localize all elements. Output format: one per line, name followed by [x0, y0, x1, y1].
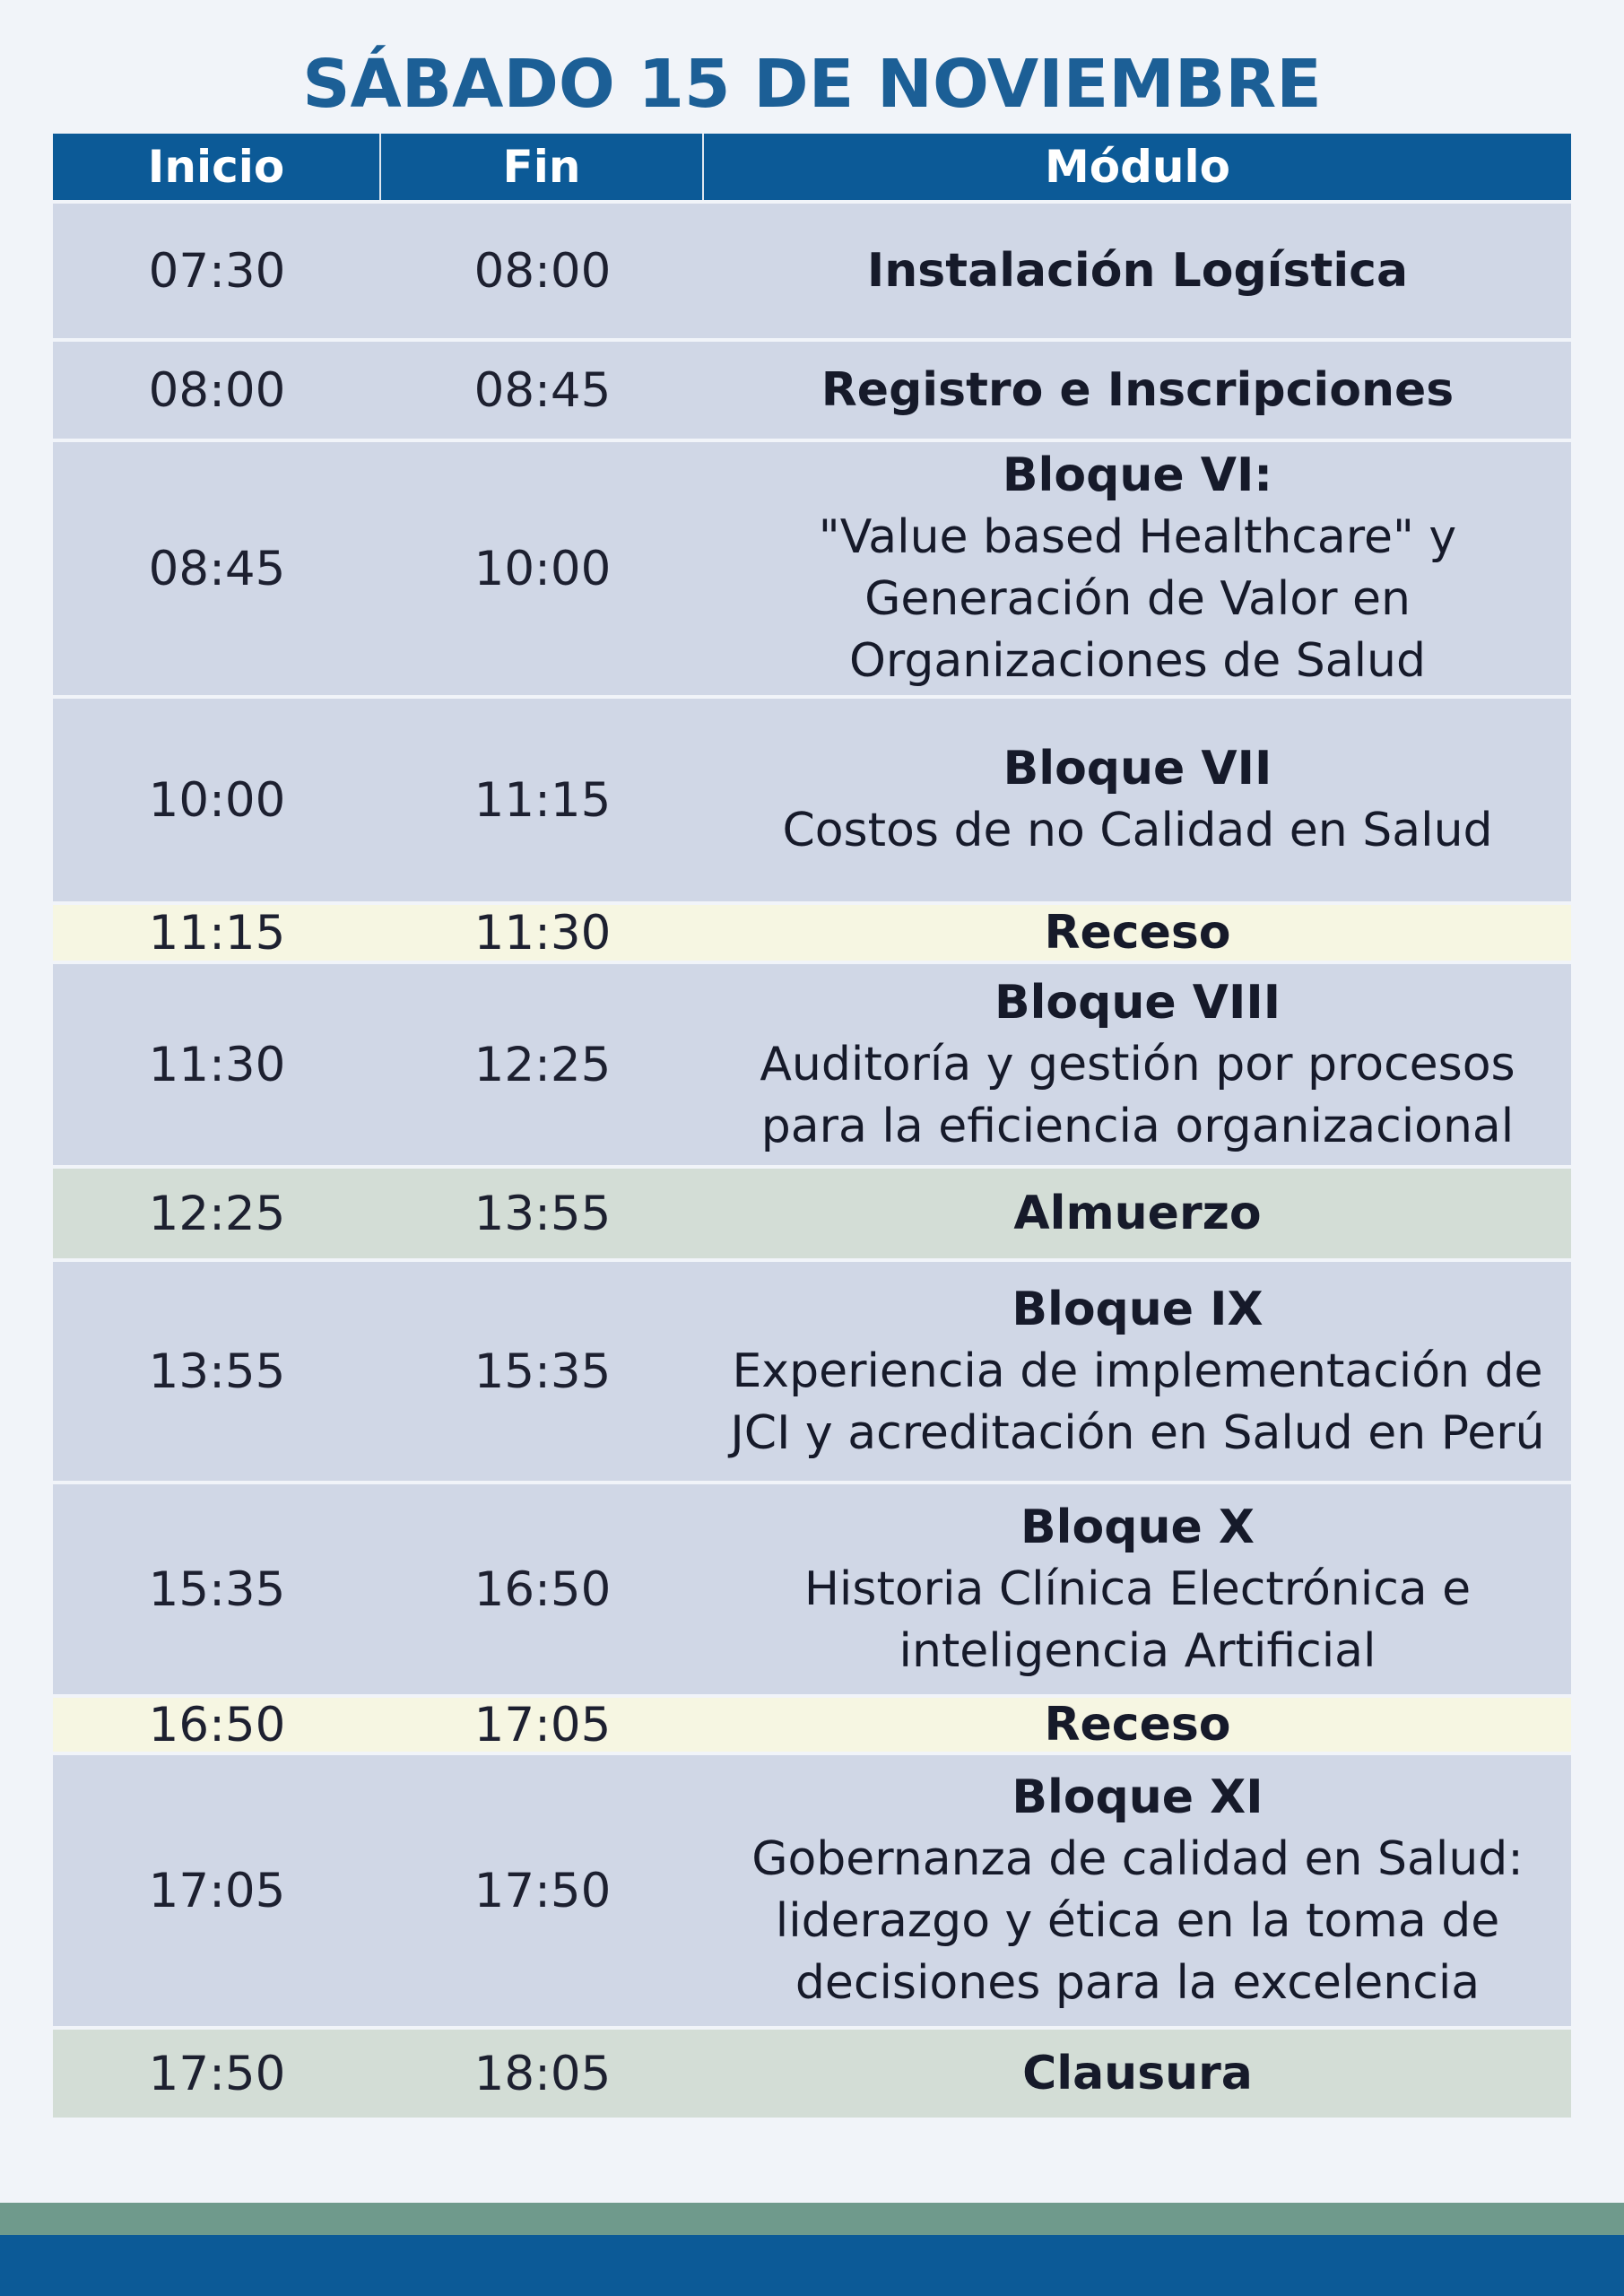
module-title: Bloque VIII: [994, 975, 1281, 1030]
module-cell: [704, 972, 1571, 1158]
module-cell: [704, 360, 1571, 422]
module-title: Almuerzo: [1013, 1186, 1262, 1240]
start-time: 08:45: [148, 541, 286, 596]
end-time: 17:05: [473, 1697, 612, 1752]
header-start: Inicio: [53, 134, 381, 200]
table-row: [53, 1755, 1571, 2026]
start-time: 13:55: [148, 1344, 286, 1399]
module-title: Bloque X: [1020, 1500, 1255, 1554]
module-cell: [704, 240, 1571, 302]
table-row: [53, 1169, 1571, 1258]
footer-stripe-blue: [0, 2235, 1624, 2296]
module-title: Bloque VII: [1003, 742, 1272, 796]
table-row: [53, 1484, 1571, 1694]
module-description: Experiencia de implementación de JCI y acreditación en Salud en Perú: [730, 1344, 1545, 1460]
module-title: Bloque IX: [1012, 1282, 1264, 1336]
start-time: 10:00: [148, 772, 286, 828]
module-title: Registro e Inscripciones: [821, 362, 1455, 417]
end-time: 12:25: [473, 1037, 612, 1092]
module-description: Historia Clínica Electrónica e inteligencia Artificial: [803, 1561, 1472, 1678]
end-time: 18:05: [473, 2046, 612, 2101]
module-title: Bloque XI: [1012, 1770, 1264, 1824]
module-cell: [704, 1694, 1571, 1756]
module-description: Auditoría y gestión por procesos para la eficiencia organizacional: [760, 1037, 1515, 1153]
table-row: [53, 964, 1571, 1165]
table-row: [53, 442, 1571, 695]
start-time: 07:30: [148, 243, 286, 299]
start-time: 16:50: [148, 1697, 286, 1752]
header-module: Módulo: [1045, 141, 1230, 193]
table-row: [53, 342, 1571, 439]
start-time: 17:05: [148, 1863, 286, 1918]
module-cell: [704, 445, 1571, 692]
end-time: 16:50: [473, 1561, 612, 1617]
table-row: [53, 905, 1571, 961]
start-time: 12:25: [148, 1186, 286, 1241]
module-cell: [704, 738, 1571, 862]
module-cell: [704, 902, 1571, 964]
module-description: Gobernanza de calidad en Salud: liderazgo y ética en la toma de decisiones para la excelencia: [751, 1832, 1524, 2010]
start-time: 11:15: [148, 905, 286, 961]
module-title: Clausura: [1022, 2046, 1253, 2100]
header-end: Fin: [381, 134, 704, 200]
module-cell: [704, 1183, 1571, 1245]
start-time: 17:50: [148, 2046, 286, 2101]
end-time: 10:00: [473, 541, 612, 596]
module-cell: [704, 1767, 1571, 2014]
page-title: SÁBADO 15 DE NOVIEMBRE: [302, 46, 1322, 123]
module-description: "Value based Healthcare" y Generación de Valor en Organizaciones de Salud: [818, 510, 1457, 688]
table-row: [53, 1698, 1571, 1752]
end-time: 11:30: [473, 905, 612, 961]
footer-stripe-green: [0, 2203, 1624, 2235]
end-time: 08:00: [473, 243, 612, 299]
start-time: 11:30: [148, 1037, 286, 1092]
module-cell: [704, 1279, 1571, 1465]
end-time: 15:35: [473, 1344, 612, 1399]
module-cell: [704, 2043, 1571, 2105]
table-header: [53, 134, 1571, 200]
table-row: [53, 2030, 1571, 2118]
end-time: 11:15: [473, 772, 612, 828]
table-row: [53, 1262, 1571, 1481]
module-title: Receso: [1044, 905, 1231, 960]
end-time: 08:45: [473, 362, 612, 418]
end-time: 13:55: [473, 1186, 612, 1241]
module-cell: [704, 1497, 1571, 1683]
module-title: Receso: [1044, 1697, 1231, 1752]
module-description: Costos de no Calidad en Salud: [782, 804, 1493, 857]
module-title: Bloque VI:: [1002, 448, 1273, 502]
end-time: 17:50: [473, 1863, 612, 1918]
module-title: Instalación Logística: [866, 243, 1409, 298]
table-row: [53, 204, 1571, 338]
table-row: [53, 699, 1571, 901]
schedule-table: [53, 134, 1571, 2118]
start-time: 15:35: [148, 1561, 286, 1617]
start-time: 08:00: [148, 362, 286, 418]
